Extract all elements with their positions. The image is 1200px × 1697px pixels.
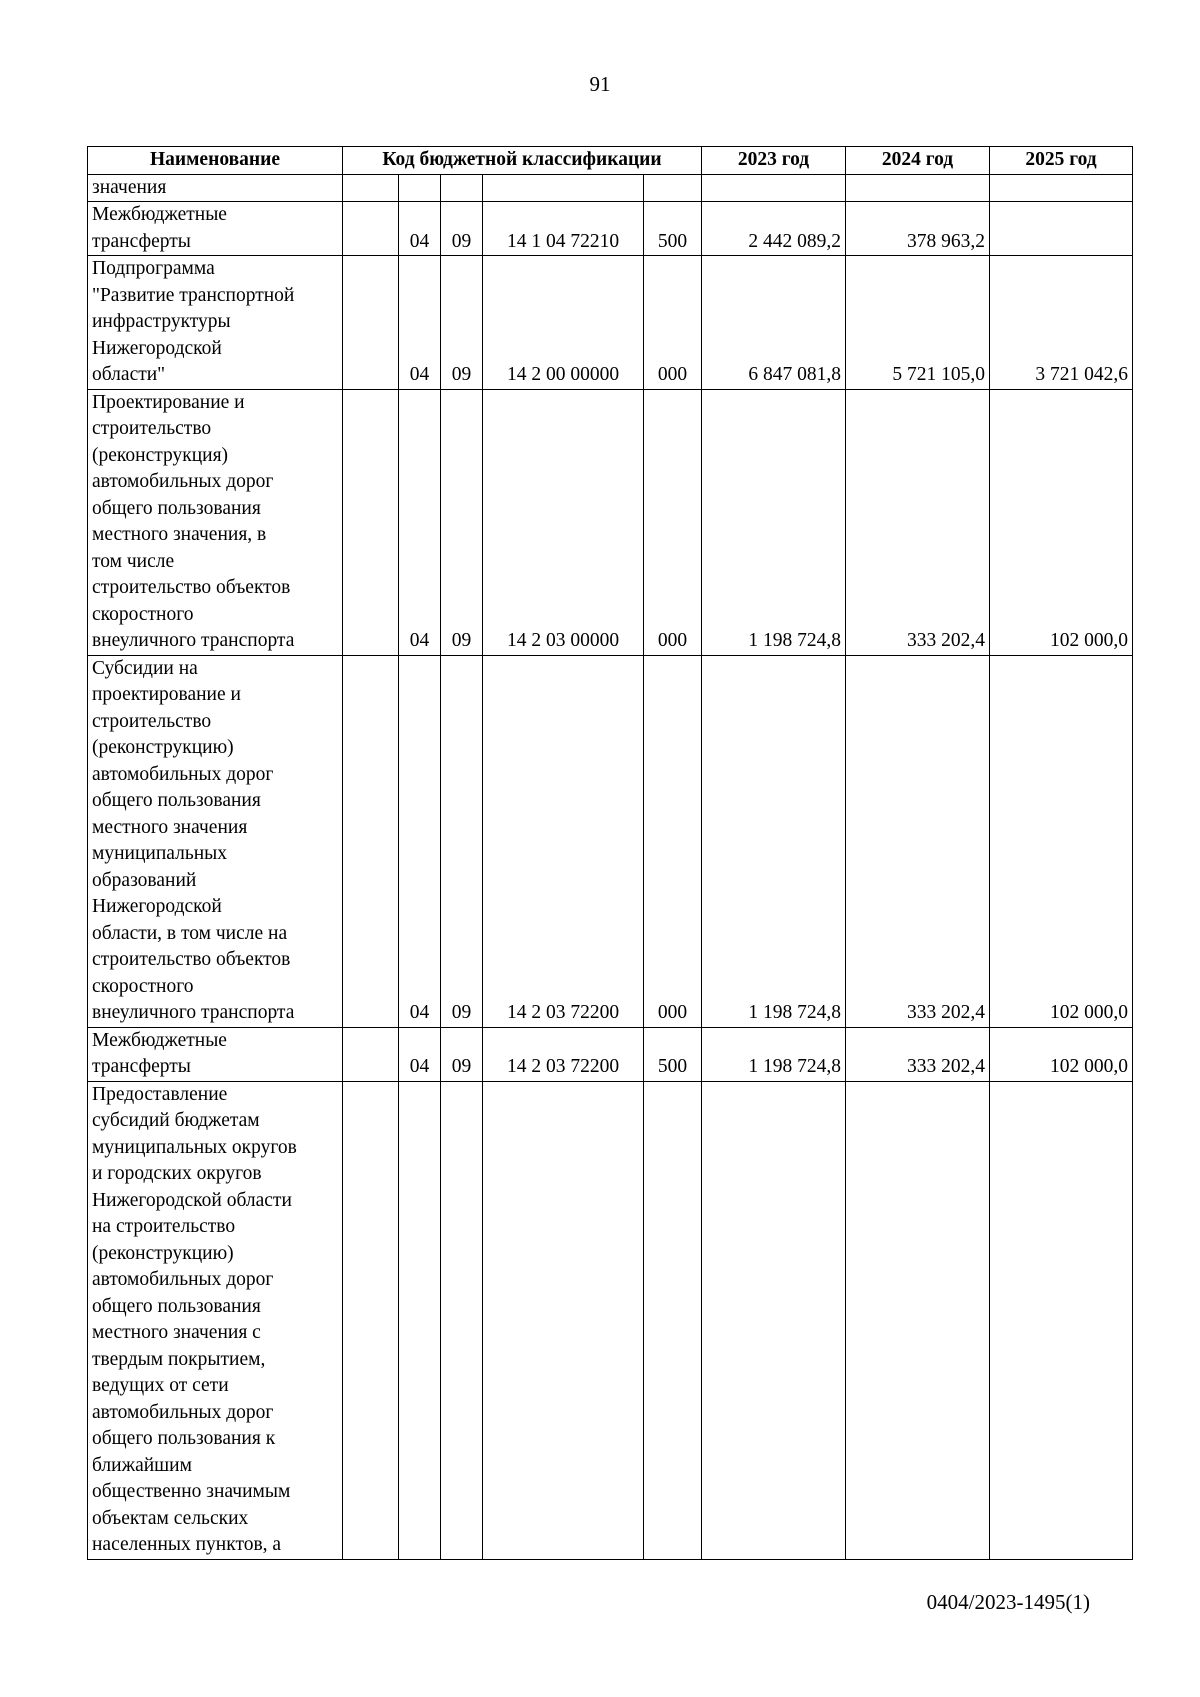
code-subsection: 09 [441,389,483,655]
code-target-article [483,1081,644,1559]
value-2025 [990,202,1133,256]
row-name: Межбюджетные трансферты [88,1027,343,1081]
header-2023: 2023 год [702,147,846,175]
code-expense-type: 500 [644,202,702,256]
header-code: Код бюджетной классификации [343,147,702,175]
value-2024 [846,174,990,202]
row-name: значения [88,174,343,202]
value-2023 [702,174,846,202]
value-2025: 3 721 042,6 [990,256,1133,390]
value-2024: 333 202,4 [846,389,990,655]
value-2023 [702,1081,846,1559]
value-2023: 1 198 724,8 [702,655,846,1027]
code-section: 04 [399,389,441,655]
code-expense-type [644,1081,702,1559]
document-code: 0404/2023-1495(1) [926,1590,1090,1614]
code-expense-type [644,174,702,202]
code-expense-type: 000 [644,389,702,655]
code-subsection: 09 [441,655,483,1027]
table-row [88,256,1133,390]
code-section [399,174,441,202]
value-2023: 6 847 081,8 [702,256,846,390]
code-expense-type: 500 [644,1027,702,1081]
header-2024: 2024 год [846,147,990,175]
table-row [88,655,1133,1027]
value-2025 [990,174,1133,202]
value-2024: 5 721 105,0 [846,256,990,390]
code-part-0 [343,174,399,202]
value-2024: 333 202,4 [846,1027,990,1081]
code-part-0 [343,256,399,390]
code-subsection: 09 [441,1027,483,1081]
table-row [88,202,1133,256]
value-2023: 1 198 724,8 [702,1027,846,1081]
code-section: 04 [399,655,441,1027]
header-name: Наименование [88,147,343,175]
code-subsection [441,1081,483,1559]
code-part-0 [343,389,399,655]
code-part-0 [343,655,399,1027]
value-2025: 102 000,0 [990,655,1133,1027]
code-target-article: 14 2 03 00000 [483,389,644,655]
code-subsection [441,174,483,202]
row-name: Подпрограмма "Развитие транспортной инфраструктуры Нижегородской области" [88,256,343,390]
code-part-0 [343,1027,399,1081]
code-target-article: 14 2 03 72200 [483,1027,644,1081]
code-section: 04 [399,1027,441,1081]
table-row [88,1081,1133,1559]
code-subsection: 09 [441,256,483,390]
budget-table [87,146,1133,1560]
code-part-0 [343,202,399,256]
code-expense-type: 000 [644,256,702,390]
code-target-article: 14 2 00 00000 [483,256,644,390]
table-row [88,389,1133,655]
table-row [88,1027,1133,1081]
code-subsection: 09 [441,202,483,256]
table-row [88,174,1133,202]
code-expense-type: 000 [644,655,702,1027]
code-section [399,1081,441,1559]
row-name: Межбюджетные трансферты [88,202,343,256]
code-section: 04 [399,202,441,256]
value-2024: 333 202,4 [846,655,990,1027]
row-name: Проектирование и строительство (реконструкция) автомобильных дорог общего пользования местного значения, в том числе строительство объектов скоростного внеуличного транспорта [88,389,343,655]
code-target-article: 14 1 04 72210 [483,202,644,256]
page-number: 91 [589,72,611,96]
row-name: Предоставление субсидий бюджетам муниципальных округов и городских округов Нижегородской области на строительство (реконструкцию) автомобильных дорог общего пользования местного значения с твердым покрытием, ведущих от сети автомобильных дорог общего пользования к ближайшим общественно значимым объектам сельских населенных пунктов, а [88,1081,343,1559]
value-2024 [846,1081,990,1559]
value-2025: 102 000,0 [990,389,1133,655]
value-2023: 1 198 724,8 [702,389,846,655]
value-2024: 378 963,2 [846,202,990,256]
table-header-row [88,147,1133,175]
value-2025: 102 000,0 [990,1027,1133,1081]
row-name: Субсидии на проектирование и строительство (реконструкцию) автомобильных дорог общего пользования местного значения муниципальных образований Нижегородской области, в том числе на строительство объектов скоростного внеуличного транспорта [88,655,343,1027]
header-2025: 2025 год [990,147,1133,175]
code-target-article: 14 2 03 72200 [483,655,644,1027]
value-2023: 2 442 089,2 [702,202,846,256]
code-section: 04 [399,256,441,390]
value-2025 [990,1081,1133,1559]
code-target-article [483,174,644,202]
code-part-0 [343,1081,399,1559]
